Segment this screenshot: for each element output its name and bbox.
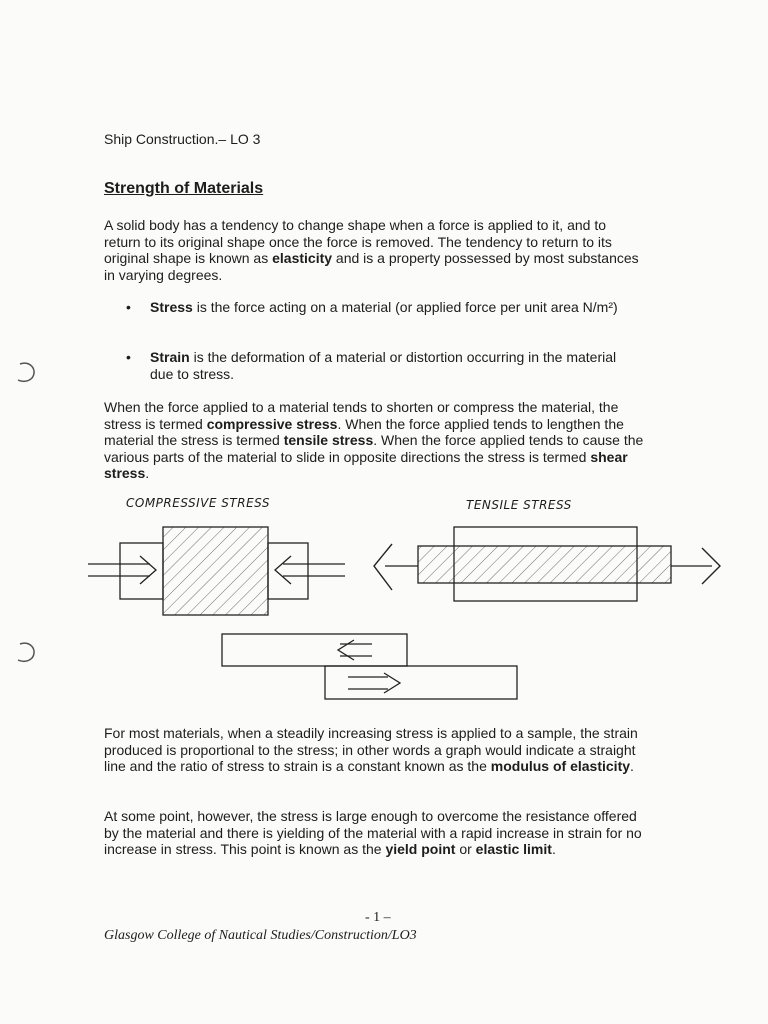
document-header: Ship Construction.– LO 3	[104, 131, 261, 147]
bold-term: Stress	[150, 299, 193, 315]
page-number: - 1 –	[365, 910, 391, 925]
bold-term: Strain	[150, 349, 190, 365]
bold-term: tensile stress	[283, 432, 374, 448]
compressive-stress-label: COMPRESSIVE STRESS	[126, 496, 270, 510]
paragraph-yield-point	[104, 808, 644, 858]
footer-source: Glasgow College of Nautical Studies/Construction/LO3	[104, 928, 417, 943]
bold-term: yield point	[385, 841, 456, 857]
bold-term: modulus of elasticity	[490, 758, 631, 774]
text-run: . When the force applied tends to lengthen the material the stress is termed	[104, 415, 624, 448]
bullet-dot: •	[126, 349, 131, 365]
text-run: and is a property possessed by most substances in varying degrees.	[104, 250, 639, 283]
text-run: When the force applied to a material tends to shorten or compress the material, the stress is termed	[104, 399, 619, 432]
paragraph-modulus	[104, 725, 644, 775]
section-title: Strength of Materials	[104, 180, 264, 197]
text-run: A solid body has a tendency to change shape when a force is applied to it, and to return to its original shape once the force is removed. The tendency to return to its original shape is known as	[104, 217, 612, 266]
bold-term: elasticity	[272, 250, 333, 266]
bold-term: shear stress	[104, 448, 628, 481]
shear-stress-drawing	[222, 634, 517, 699]
text-run: is the force acting on a material (or applied force per unit area N/m²)	[192, 299, 618, 315]
tensile-stress-drawing	[374, 527, 720, 601]
text-run: At some point, however, the stress is large enough to overcome the resistance offered by the material and there is yielding of the material with a rapid increase in strain for no increase in stress. This point is known as the	[104, 808, 642, 857]
text-run: is the deformation of a material or distortion occurring in the material due to stress.	[150, 349, 617, 382]
text-run: .	[630, 758, 634, 774]
bold-term: compressive stress	[206, 415, 338, 432]
text-run: For most materials, when a steadily increasing stress is applied to a sample, the strain produced is proportional to the stress; in other words a graph would indicate a straight line and the ratio of stress to strain is a constant known as the	[104, 725, 638, 774]
text-run: .	[551, 841, 556, 857]
text-run: .	[145, 465, 150, 481]
bold-term: elastic limit	[475, 841, 552, 857]
text-run: . When the force applied tends to cause the various parts of the material to slide in opposite directions the stress is termed	[104, 432, 644, 465]
tensile-stress-label: TENSILE STRESS	[466, 498, 572, 512]
bullet-dot: •	[126, 299, 131, 315]
text-run: or	[455, 841, 476, 857]
compressive-stress-drawing	[88, 527, 345, 615]
